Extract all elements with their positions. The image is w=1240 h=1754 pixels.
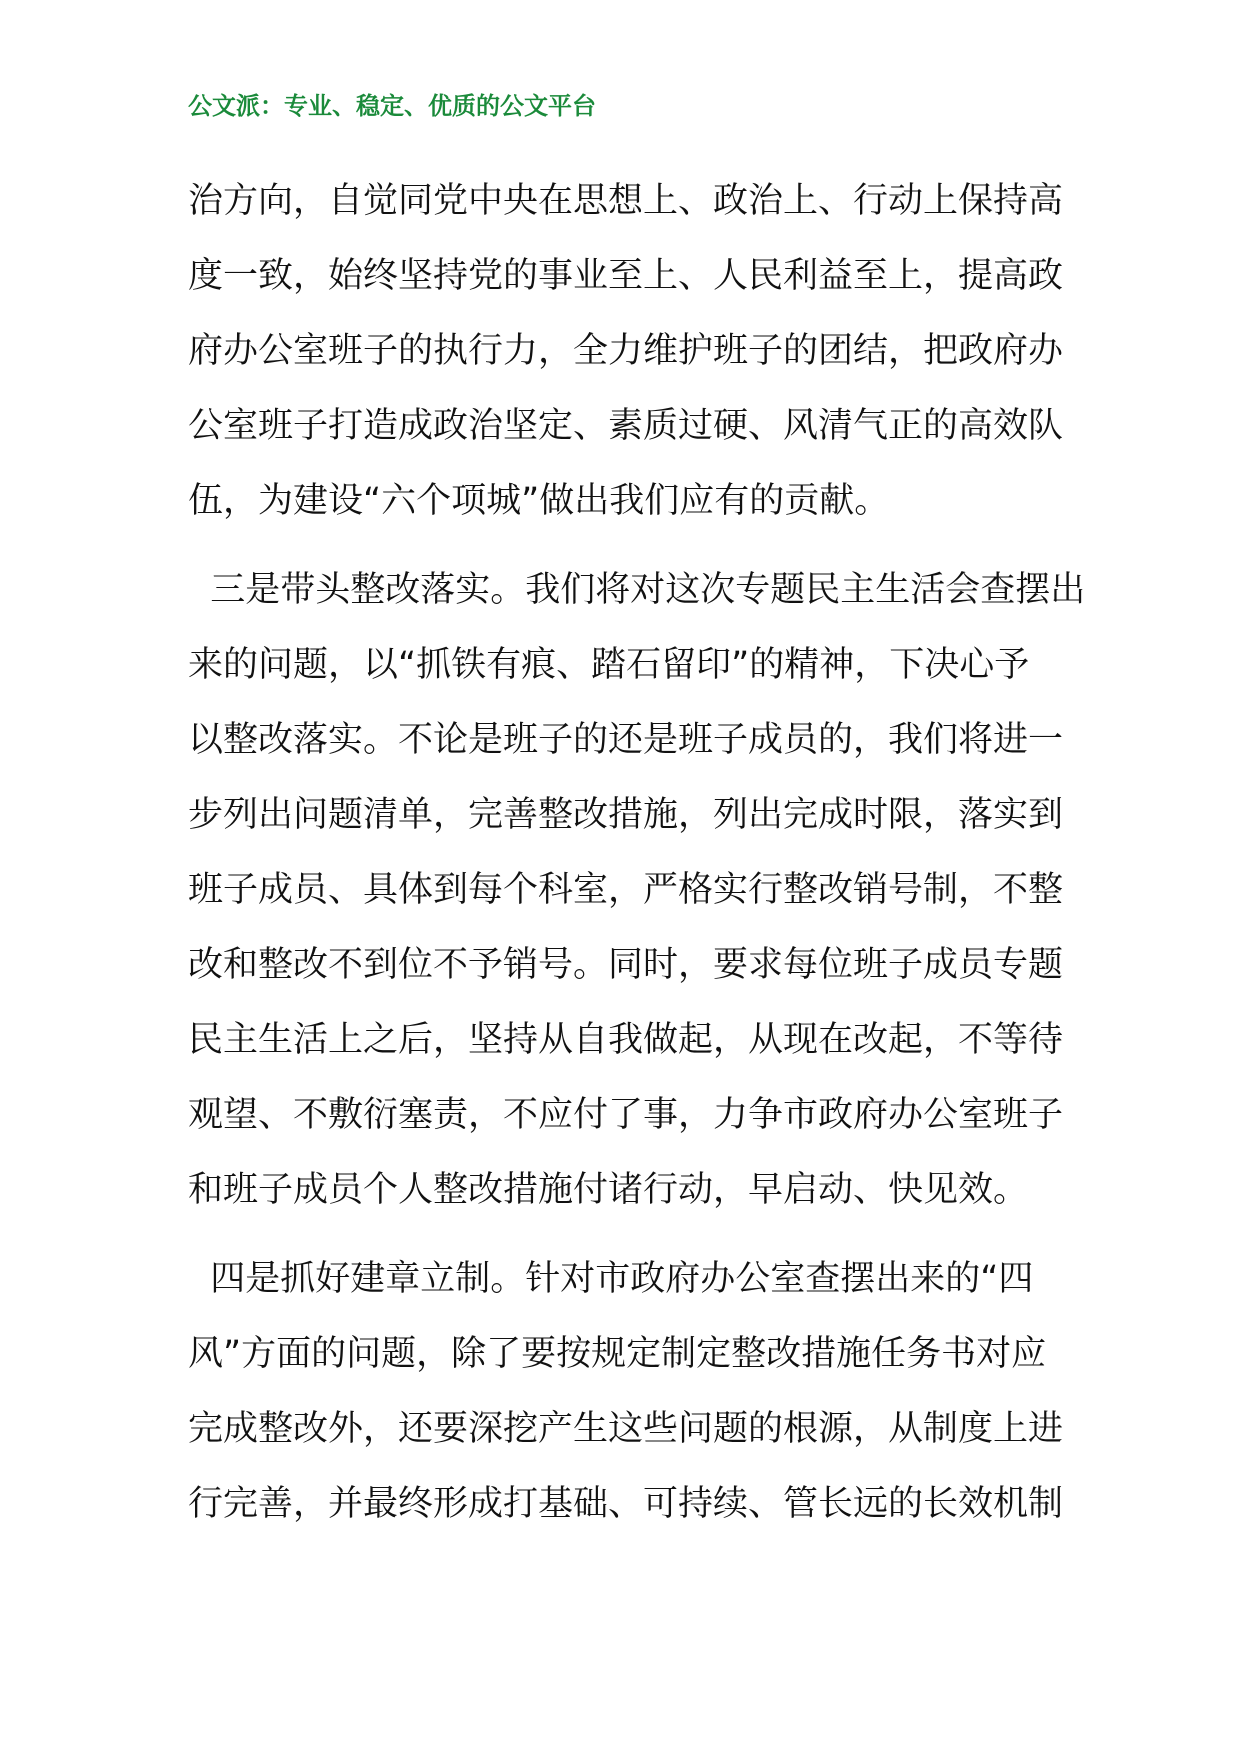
text-line: 民主生活上之后，坚持从自我做起，从现在改起，不等待	[188, 1020, 1064, 1060]
text-line: 班子成员、具体到每个科室，严格实行整改销号制，不整	[188, 870, 1064, 910]
text-line: 公室班子打造成政治坚定、素质过硬、风清气正的高效队	[188, 406, 1064, 446]
text-line: 度一致，始终坚持党的事业至上、人民利益至上，提高政	[188, 256, 1064, 296]
text-line: 风”方面的问题，除了要按规定制定整改措施任务书对应	[188, 1334, 1047, 1374]
document-body	[188, 164, 1086, 1542]
text-line: 三是带头整改落实。我们将对这次专题民主生活会查摆出	[188, 570, 1086, 610]
text-line: 府办公室班子的执行力，全力维护班子的团结，把政府办	[188, 331, 1064, 371]
paragraph-3	[188, 1242, 1064, 1542]
header-title: 公文派：专业、稳定、优质的公文平台	[188, 91, 596, 120]
text-line: 四是抓好建章立制。针对市政府办公室查摆出来的“四	[188, 1259, 1034, 1299]
text-line: 步列出问题清单，完善整改措施，列出完成时限，落实到	[188, 795, 1064, 835]
text-line: 治方向，自觉同党中央在思想上、政治上、行动上保持高	[188, 181, 1064, 221]
text-line: 完成整改外，还要深挖产生这些问题的根源，从制度上进	[188, 1409, 1064, 1449]
text-line: 以整改落实。不论是班子的还是班子成员的，我们将进一	[188, 720, 1064, 760]
text-line: 改和整改不到位不予销号。同时，要求每位班子成员专题	[188, 945, 1064, 985]
text-line: 来的问题，以“抓铁有痕、踏石留印”的精神，下决心予	[188, 645, 1030, 685]
text-line: 和班子成员个人整改措施付诸行动，早启动、快见效。	[188, 1170, 1029, 1210]
paragraph-spacer	[188, 1228, 1058, 1242]
paragraph-2	[188, 553, 1086, 1228]
text-line: 观望、不敷衍塞责，不应付了事，力争市政府办公室班子	[188, 1095, 1064, 1135]
text-line: 伍，为建设“六个项城”做出我们应有的贡献。	[188, 481, 890, 521]
text-line: 行完善，并最终形成打基础、可持续、管长远的长效机制	[188, 1484, 1064, 1524]
paragraph-1	[188, 164, 1064, 539]
paragraph-spacer	[188, 539, 1058, 553]
